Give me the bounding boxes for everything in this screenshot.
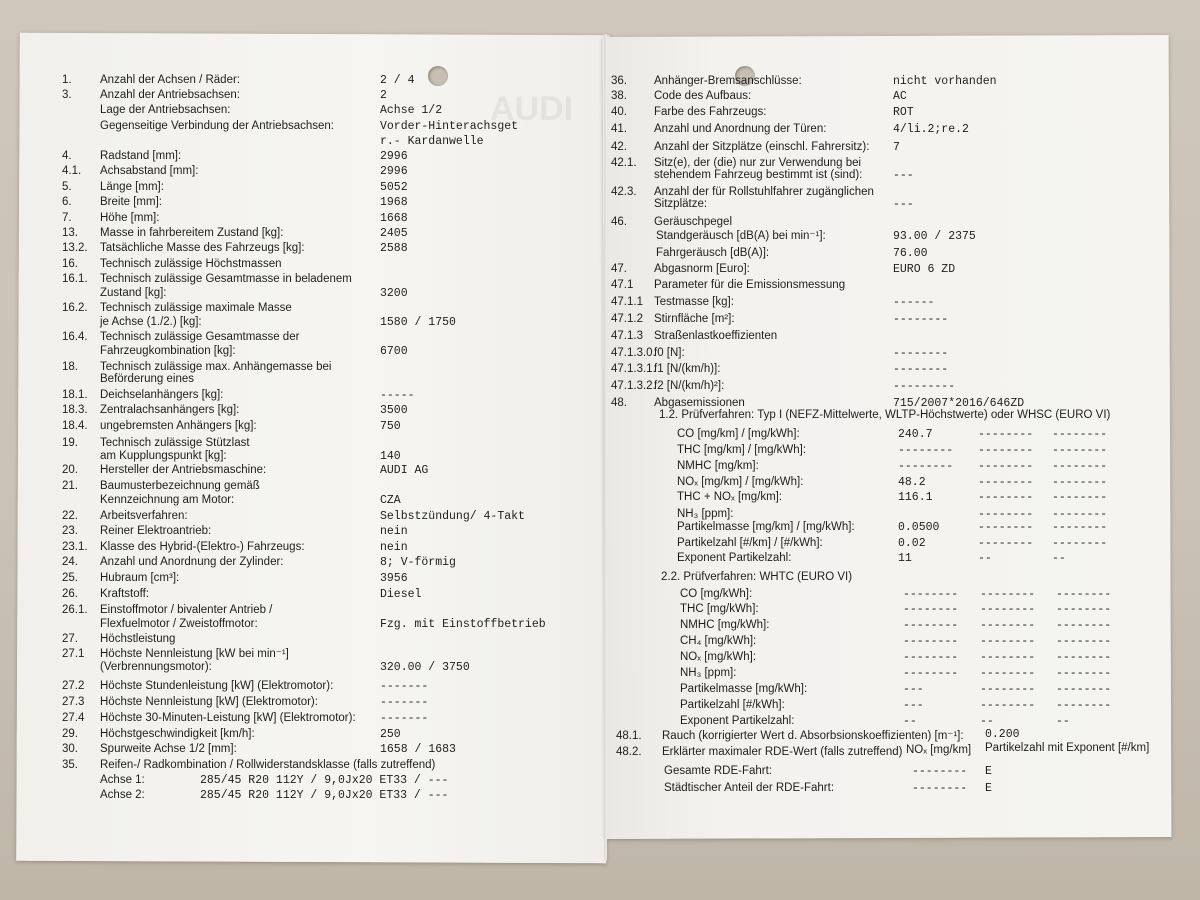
spec-label: Masse in fahrbereitem Zustand [kg]: (100, 227, 284, 239)
spec-number: 27. (62, 633, 78, 645)
spec-number: 26. (62, 588, 78, 600)
spec-label: Rauch (korrigierter Wert d. Absorbsionskoeffizienten) [m⁻¹]: (662, 730, 964, 742)
emission-value: -------- (1056, 619, 1112, 632)
spec-label: (Verbrennungsmotor): (100, 661, 212, 673)
spec-label: Anzahl der Antriebsachsen: (100, 89, 241, 101)
emission-value: 0.02 (898, 537, 926, 550)
spec-label: Kennzeichnung am Motor: (100, 494, 235, 506)
spec-number: 42.3. (611, 186, 637, 198)
spec-number: 6. (62, 196, 72, 208)
punch-hole-left (428, 66, 448, 86)
spec-label: Höchste Nennleistung [kW bei min⁻¹] (100, 648, 289, 660)
spec-label: Achse 1: (100, 774, 145, 786)
emission-value: -------- (1052, 537, 1108, 550)
emission-value: -------- (978, 476, 1034, 489)
spec-value: 320.00 / 3750 (380, 661, 470, 674)
spec-value: --------- (893, 380, 956, 393)
spec-label: Anzahl der für Rollstuhlfahrer zugänglichen (654, 186, 874, 198)
emission-value: --- (903, 683, 924, 696)
emission-label: THC + NOₓ [mg/km]: (677, 491, 783, 503)
spec-number: 18. (62, 361, 78, 373)
spec-number: 20. (62, 464, 78, 476)
emission-label: Partikelzahl [#/km] / [#/kWh]: (677, 537, 823, 549)
spec-number: 41. (611, 123, 627, 135)
spec-number: 18.4. (62, 420, 88, 432)
spec-value: 1968 (380, 196, 408, 209)
spec-value: 3500 (380, 404, 408, 417)
spec-value: ------- (380, 680, 429, 693)
spec-value: nein (380, 541, 408, 554)
spec-label: Klasse des Hybrid-(Elektro-) Fahrzeugs: (100, 541, 305, 553)
emission-label: CH₄ [mg/kWh]: (680, 635, 757, 647)
spec-number: 47.1.1 (611, 296, 643, 308)
spec-number: 1. (62, 74, 72, 86)
spec-label: Abgasemissionen (654, 397, 745, 409)
test2-title: 2.2. Prüfverfahren: WHTC (EURO VI) (661, 571, 853, 583)
spec-number: 42. (611, 141, 627, 153)
spec-label: f2 [N/(km/h)²]: (654, 380, 725, 392)
spec-label: f0 [N]: (654, 347, 685, 359)
emission-value: -------- (903, 667, 959, 680)
spec-number: 4. (62, 150, 72, 162)
spec-label: Höchste Stundenleistung [kW] (Elektromotor): (100, 680, 334, 692)
spec-label: Breite [mm]: (100, 196, 162, 208)
spec-label: Achsabstand [mm]: (100, 165, 199, 177)
spec-label: Sitzplätze: (654, 198, 708, 210)
spec-number: 4.1. (62, 165, 82, 177)
spec-number: 27.3 (62, 696, 85, 708)
emission-value: -------- (898, 444, 954, 457)
spec-number: 7. (62, 212, 72, 224)
spec-value: ROT (893, 106, 914, 119)
emission-label: Exponent Partikelzahl: (677, 552, 792, 564)
emission-value: -------- (1052, 476, 1108, 489)
emission-label: NMHC [mg/kWh]: (680, 619, 770, 631)
spec-label: Parameter für die Emissionsmessung (654, 279, 846, 291)
spec-label: Farbe des Fahrzeugs: (654, 106, 767, 118)
spec-value: 2996 (380, 150, 408, 163)
spec-value: Achse 1/2 (380, 104, 443, 117)
spec-value: -------- (893, 313, 949, 326)
spec-value: 93.00 / 2375 (893, 230, 976, 243)
emission-value: -------- (1056, 667, 1112, 680)
emission-label: NH₃ [ppm]: (677, 508, 734, 520)
spec-value: Diesel (380, 588, 422, 601)
spec-number: 42.1. (611, 157, 637, 169)
emission-value: -------- (1052, 460, 1108, 473)
emission-value: -------- (903, 588, 959, 601)
spec-value: 3200 (380, 287, 408, 300)
emission-value: -------- (898, 460, 954, 473)
spec-value: ----- (380, 389, 415, 402)
spec-value: 1658 / 1683 (380, 743, 456, 756)
spec-value: 5052 (380, 181, 408, 194)
spec-number: 47.1.2 (611, 313, 643, 325)
emission-value: -------- (978, 491, 1034, 504)
spec-label: Länge [mm]: (100, 181, 164, 193)
spec-label: Zustand [kg]: (100, 287, 167, 299)
spec-number: 18.3. (62, 404, 88, 416)
spec-label: Radstand [mm]: (100, 150, 182, 162)
emission-value: 0.0500 (898, 521, 940, 534)
emission-value: -------- (1056, 651, 1112, 664)
emission-label: CO [mg/km] / [mg/kWh]: (677, 428, 800, 440)
spec-value: -------- (893, 363, 949, 376)
spec-label: Deichselanhängers [kg]: (100, 389, 224, 401)
spec-label: Anzahl der Sitzplätze (einschl. Fahrersitz): (654, 141, 870, 153)
spec-number: 19. (62, 437, 78, 449)
spec-label: Arbeitsverfahren: (100, 510, 188, 522)
spec-label: Flexfuelmotor / Zweistoffmotor: (100, 618, 258, 630)
spec-label: Abgasnorm [Euro]: (654, 263, 750, 275)
spec-label: Sitz(e), der (die) nur zur Verwendung bei (654, 157, 862, 169)
rde-value: -------- (912, 765, 968, 778)
spec-label: Code des Aufbaus: (654, 90, 752, 102)
emission-value: -------- (978, 428, 1034, 441)
spec-label: stehendem Fahrzeug bestimmt ist (sind): (654, 169, 863, 181)
emission-value: 240.7 (898, 428, 933, 441)
emission-value: -------- (980, 683, 1036, 696)
spec-number: 46. (611, 216, 627, 228)
spec-number: 47. (611, 263, 627, 275)
spec-value: 715/2007*2016/646ZD (893, 397, 1025, 410)
spec-label: Anzahl der Achsen / Räder: (100, 74, 240, 86)
spec-label: Technisch zulässige Höchstmassen (100, 258, 282, 270)
emission-value: 48.2 (898, 476, 926, 489)
spec-label: Erklärter maximaler RDE-Wert (falls zutreffend) (662, 746, 903, 758)
emission-value: -------- (980, 635, 1036, 648)
emission-value: -------- (1052, 444, 1108, 457)
spec-number: 47.1.3 (611, 330, 643, 342)
emission-label: NH₃ [ppm]: (680, 667, 737, 679)
spec-value: 750 (380, 420, 401, 433)
emission-value: -------- (1052, 491, 1108, 504)
spec-number: 13. (62, 227, 78, 239)
emission-value: -------- (980, 667, 1036, 680)
emission-value: -------- (980, 699, 1036, 712)
spec-label: Reiner Elektroantrieb: (100, 525, 212, 537)
spec-label: Standgeräusch [dB(A) bei min⁻¹]: (656, 230, 826, 242)
spec-label: am Kupplungspunkt [kg]: (100, 450, 227, 462)
spec-value: 285/45 R20 112Y / 9,0Jx20 ET33 / --- (200, 774, 449, 787)
spec-number: 22. (62, 510, 78, 522)
spec-label: Anzahl und Anordnung der Türen: (654, 123, 827, 135)
spec-number: 23.1. (62, 541, 88, 553)
rde-value: E (985, 765, 992, 778)
test1-title: 1.2. Prüfverfahren: Typ I (NEFZ-Mittelwerte, WLTP-Höchstwerte) oder WHSC (EURO VI) (659, 409, 1111, 421)
spec-number: 36. (611, 75, 627, 87)
spec-number: 24. (62, 556, 78, 568)
spec-number: 27.1 (62, 648, 85, 660)
emission-value: -------- (1056, 635, 1112, 648)
spec-label: Höhe [mm]: (100, 212, 160, 224)
spec-value: nicht vorhanden (893, 75, 997, 88)
spec-label: Technisch zulässige Gesamtmasse in beladenem (100, 273, 352, 285)
spec-number: 48.1. (616, 730, 642, 742)
spec-number: 16.1. (62, 273, 88, 285)
spec-label: Höchstleistung (100, 633, 176, 645)
spec-label: Lage der Antriebsachsen: (100, 104, 231, 116)
emission-value: -------- (980, 651, 1036, 664)
emission-value: -- (1056, 715, 1070, 728)
spec-number: 13.2. (62, 242, 88, 254)
emission-label: THC [mg/kWh]: (680, 603, 759, 615)
spec-value: 76.00 (893, 247, 928, 260)
spec-number: 16.4. (62, 331, 88, 343)
emission-value: -------- (1056, 588, 1112, 601)
spec-number: 47.1.3.2. (611, 380, 656, 392)
spec-value: 285/45 R20 112Y / 9,0Jx20 ET33 / --- (200, 789, 449, 802)
spec-value: CZA (380, 494, 401, 507)
spec-value: Selbstzündung/ 4-Takt (380, 510, 525, 523)
emission-label: NOₓ [mg/km] / [mg/kWh]: (677, 476, 804, 488)
spec-label: Gegenseitige Verbindung der Antriebsachsen: (100, 120, 334, 132)
spec-number: 38. (611, 90, 627, 102)
spec-label: Einstoffmotor / bivalenter Antrieb / (100, 604, 273, 616)
spec-label: f1 [N/(km/h)]: (654, 363, 721, 375)
emission-label: THC [mg/km] / [mg/kWh]: (677, 444, 807, 456)
spec-label: Baumusterbezeichnung gemäß (100, 480, 260, 492)
spec-number: 47.1 (611, 279, 634, 291)
spec-value: 140 (380, 450, 401, 463)
spec-value: 8; V-förmig (380, 556, 456, 569)
spec-label: Reifen-/ Radkombination / Rollwiderstandsklasse (falls zutreffend) (100, 759, 436, 771)
rde-label: Gesamte RDE-Fahrt: (664, 765, 772, 777)
emission-value: --- (903, 699, 924, 712)
spec-label: Höchstgeschwindigkeit [km/h]: (100, 728, 255, 740)
spec-number: 48.2. (616, 746, 642, 758)
emission-value: -------- (1052, 521, 1108, 534)
emission-value: -- (978, 552, 992, 565)
rde-value: -------- (912, 782, 968, 795)
rde-header-nox: NOₓ [mg/km] (906, 744, 972, 756)
spec-label: Hubraum [cm³]: (100, 572, 180, 584)
emission-value: -------- (980, 603, 1036, 616)
emission-value: -------- (1056, 699, 1112, 712)
spec-value: 250 (380, 728, 401, 741)
spec-number: 18.1. (62, 389, 88, 401)
spec-label: Fahrzeugkombination [kg]: (100, 345, 236, 357)
spec-value: Fzg. mit Einstoffbetrieb (380, 618, 546, 631)
spec-label: Anzahl und Anordnung der Zylinder: (100, 556, 284, 568)
spec-number: 35. (62, 759, 78, 771)
spec-label: Testmasse [kg]: (654, 296, 734, 308)
spec-number: 27.2 (62, 680, 85, 692)
spec-value: 4/li.2;re.2 (893, 123, 969, 136)
emission-value: -------- (978, 508, 1034, 521)
spec-value: 7 (893, 141, 900, 154)
spec-value: ------ (893, 296, 935, 309)
spec-number: 25. (62, 572, 78, 584)
emission-value: -------- (903, 651, 959, 664)
spec-label: Achse 2: (100, 789, 145, 801)
spec-value: ------- (380, 712, 429, 725)
spec-value: nein (380, 525, 408, 538)
spec-label: Beförderung eines (100, 373, 194, 385)
emission-value: -------- (1056, 603, 1112, 616)
spec-number: 21. (62, 480, 78, 492)
spec-value: 2996 (380, 165, 408, 178)
emission-label: Exponent Partikelzahl: (680, 715, 795, 727)
spec-value: Vorder-Hinterachsget (380, 120, 519, 133)
page-fold (604, 34, 607, 860)
emission-label: Partikelmasse [mg/kWh]: (680, 683, 808, 695)
emission-label: NMHC [mg/km]: (677, 460, 759, 472)
spec-label: je Achse (1./2.) [kg]: (100, 316, 202, 328)
spec-label: Technisch zulässige Gesamtmasse der (100, 331, 300, 343)
emission-value: -------- (903, 635, 959, 648)
spec-label: Straßenlastkoeffizienten (654, 330, 778, 342)
spec-number: 40. (611, 106, 627, 118)
spec-value: --- (893, 169, 914, 182)
spec-number: 27.4 (62, 712, 85, 724)
emission-value: -- (1052, 552, 1066, 565)
emission-value: -------- (978, 521, 1034, 534)
spec-value: 2 / 4 (380, 74, 415, 87)
spec-label: Spurweite Achse 1/2 [mm]: (100, 743, 237, 755)
spec-label: Geräuschpegel (654, 216, 732, 228)
emission-value: -------- (1052, 428, 1108, 441)
spec-number: 47.1.3.1. (611, 363, 656, 375)
spec-number: 26.1. (62, 604, 88, 616)
spec-label: Hersteller der Antriebsmaschine: (100, 464, 267, 476)
spec-number: 16.2. (62, 302, 88, 314)
spec-label: Anhänger-Bremsanschlüsse: (654, 75, 802, 87)
emission-value: -- (903, 715, 917, 728)
emission-value: -------- (1056, 683, 1112, 696)
emission-value: -------- (978, 460, 1034, 473)
spec-label: Technisch zulässige max. Anhängemasse bei (100, 361, 332, 373)
spec-number: 16. (62, 258, 78, 270)
spec-number: 23. (62, 525, 78, 537)
spec-value: --- (893, 198, 914, 211)
spec-value: 2405 (380, 227, 408, 240)
rde-value: E (985, 782, 992, 795)
emission-value: -------- (1052, 508, 1108, 521)
spec-label: ungebremsten Anhängers [kg]: (100, 420, 257, 432)
spec-value: 2 (380, 89, 387, 102)
spec-number: 47.1.3.0. (611, 347, 656, 359)
spec-label: Höchste 30-Minuten-Leistung [kW] (Elektromotor): (100, 712, 356, 724)
spec-label: Technisch zulässige Stützlast (100, 437, 250, 449)
spec-value: AUDI AG (380, 464, 429, 477)
spec-label: Stirnfläche [m²]: (654, 313, 735, 325)
emission-value: -------- (978, 444, 1034, 457)
rde-label: Städtischer Anteil der RDE-Fahrt: (664, 782, 835, 794)
spec-value: 6700 (380, 345, 408, 358)
emission-label: NOₓ [mg/kWh]: (680, 651, 756, 663)
emission-label: Partikelmasse [mg/km] / [mg/kWh]: (677, 521, 855, 533)
emission-value: -------- (980, 619, 1036, 632)
spec-value: 3956 (380, 572, 408, 585)
emission-value: 11 (898, 552, 912, 565)
spec-value: 2588 (380, 242, 408, 255)
spec-number: 5. (62, 181, 72, 193)
spec-label: Höchste Nennleistung [kW] (Elektromotor): (100, 696, 318, 708)
spec-value: 1580 / 1750 (380, 316, 456, 329)
emission-value: -------- (978, 537, 1034, 550)
emission-value: -- (980, 715, 994, 728)
emission-value: -------- (903, 619, 959, 632)
spec-label: Kraftstoff: (100, 588, 150, 600)
emission-label: Partikelzahl [#/kWh]: (680, 699, 785, 711)
spec-value: AC (893, 90, 907, 103)
spec-number: 29. (62, 728, 78, 740)
spec-value: 1668 (380, 212, 408, 225)
spec-number: 3. (62, 89, 72, 101)
spec-number: 48. (611, 397, 627, 409)
spec-label: Technisch zulässige maximale Masse (100, 302, 292, 314)
emission-value: -------- (980, 588, 1036, 601)
rde-header-pn: Partikelzahl mit Exponent [#/km] (985, 742, 1150, 754)
spec-value: ------- (380, 696, 429, 709)
emission-value: 116.1 (898, 491, 933, 504)
spec-value: r.- Kardanwelle (380, 135, 484, 148)
spec-label: Zentralachsanhängers [kg]: (100, 404, 240, 416)
spec-value: EURO 6 ZD (893, 263, 956, 276)
emission-label: CO [mg/kWh]: (680, 588, 753, 600)
spec-value: 0.200 (985, 728, 1020, 741)
spec-number: 30. (62, 743, 78, 755)
spec-label: Fahrgeräusch [dB(A)]: (656, 247, 770, 259)
spec-value: -------- (893, 347, 949, 360)
emission-value: -------- (903, 603, 959, 616)
spec-label: Tatsächliche Masse des Fahrzeugs [kg]: (100, 242, 305, 254)
